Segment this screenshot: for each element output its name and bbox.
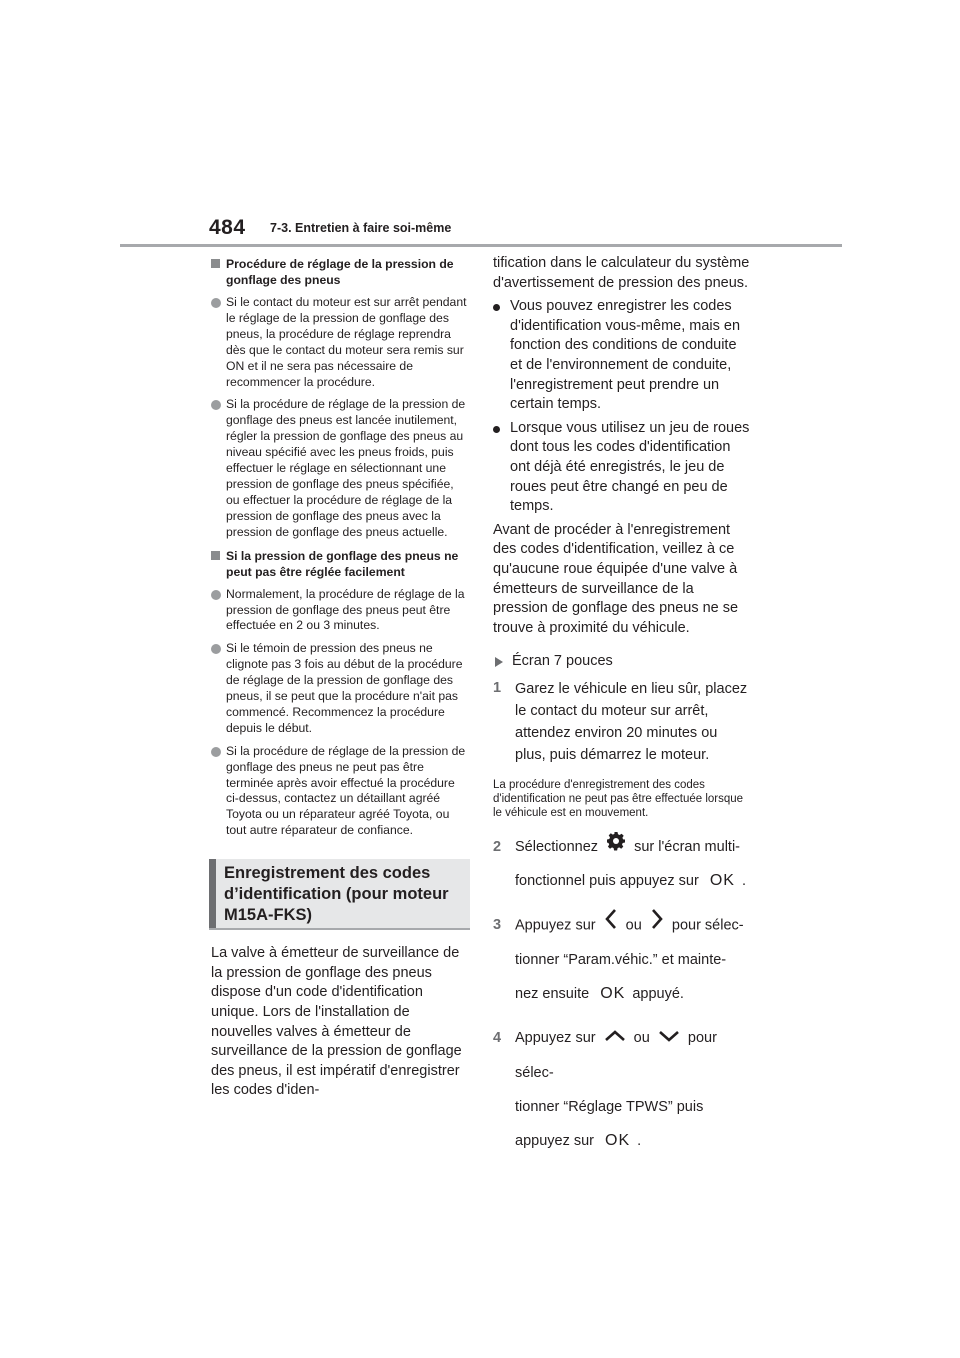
square-bullet-icon	[211, 259, 220, 268]
list-item	[211, 744, 469, 839]
chevron-down-icon	[658, 1022, 680, 1056]
list-item-text: Normalement, la procédure de réglage de la pression de gonflage des pneus peut être effectuée en 2 ou 3 minutes.	[226, 586, 465, 633]
step-text: Garez le véhicule en lieu sûr, placez le contact du moteur sur arrêt, attendez environ 20 minutes ou plus, puis démarrez le moteur.	[515, 680, 748, 763]
list-item	[211, 397, 469, 540]
left-column	[211, 256, 469, 1101]
note-text: La procédure d'enregistrement des codes d'identification ne peut pas être effectuée lorsque le véhicule est en mouvement.	[493, 778, 744, 819]
step-text: appuyez sur	[515, 1132, 594, 1149]
step-number: 4	[493, 1030, 502, 1047]
chevron-left-icon	[604, 908, 618, 943]
list-item	[211, 587, 469, 635]
step-number: 3	[493, 917, 502, 934]
step-text: sur l'écran multi-	[634, 838, 740, 855]
header-divider	[120, 244, 842, 247]
circle-bullet-icon	[211, 590, 221, 600]
step-number: 1	[493, 679, 502, 696]
step-text: pour sélec-	[515, 1030, 717, 1081]
circle-bullet-icon	[211, 298, 221, 308]
screen-label-text: Écran 7 pouces	[512, 653, 613, 670]
step-text: Appuyez sur	[515, 1030, 596, 1047]
section-heading-box	[209, 859, 470, 930]
circle-bullet-icon	[211, 400, 221, 410]
subheading	[211, 548, 469, 580]
triangle-arrow-icon	[495, 657, 503, 667]
step-4	[493, 1021, 751, 1157]
step-text: tionner “Réglage TPWS” puis	[515, 1098, 704, 1115]
step-text: nez ensuite	[515, 986, 590, 1003]
list-item-text: Si la procédure de réglage de la pression de gonflage des pneus est lancée inutilement, régler la pression de gonflage des pneus au niveau spécifié avec les pneus froids, puis effectuer le réglage en sélectionnant une pression de gonflage des pneus spécifiée, ou effectuer la procédure de réglage de la pression de gonflage des pneus avec la pression de gonflage des pneus actuelle.	[226, 397, 466, 539]
square-bullet-icon	[211, 551, 220, 560]
chevron-right-icon	[650, 908, 664, 943]
body-paragraph: La valve à émetteur de surveillance de la pression de gonflage des pneus dispose d'un code d'identification unique. Lors de l'installation de nouvelles valves à émetteur de surveillance de la pression de gonflage des pneus, il est impératif d'enregistrer les codes d'iden-	[211, 945, 462, 1099]
bullet-icon	[493, 304, 500, 311]
subheading-text: Si la pression de gonflage des pneus ne peut pas être réglée facilement	[226, 548, 459, 579]
step-text: pour sélec-	[671, 917, 744, 934]
list-item-text: Si la procédure de réglage de la pression de gonflage des pneus ne peut pas être terminée après avoir effectué la procédure ci-dessus, contactez un détaillant agréé Toyota ou un réparateur agréé Toyota, ou tout autre réparateur de confiance.	[226, 743, 466, 838]
list-item-text: Vous pouvez enregistrer les codes d'identification vous-même, mais en fonction des conditions de conduite et de l'environnement de conduite, l'enregistrement peut prendre un certain temps.	[510, 298, 741, 413]
step-1	[493, 678, 751, 766]
list-item-text: Si le contact du moteur est sur arrêt pendant le réglage de la pression de gonflage des pneus, la procédure de réglage reprendra dès que le contact du moteur sera remis sur ON et il ne sera pas nécessaire de recommencer la procédure.	[226, 295, 467, 389]
list-item	[493, 419, 751, 517]
step-text: ou	[625, 917, 642, 934]
section-heading: Enregistrement des codes d’identification (pour moteur M15A-FKS)	[224, 864, 449, 925]
circle-bullet-icon	[211, 644, 221, 654]
bullet-icon	[493, 426, 500, 433]
list-item-text: Lorsque vous utilisez un jeu de roues dont tous les codes d'identification ont déjà été enregistrés, le jeu de roues peut être changé en peu de temps.	[510, 419, 750, 515]
section-title: 7-3. Entretien à faire soi-même	[270, 221, 452, 235]
page-number: 484	[209, 216, 246, 239]
step-text: .	[741, 873, 746, 890]
step-number: 2	[493, 838, 502, 855]
right-column	[493, 254, 751, 1158]
ok-button-icon: OK	[605, 1131, 631, 1149]
ok-button-icon: OK	[709, 872, 735, 890]
step-text: appuyé.	[632, 986, 684, 1003]
step-text: .	[637, 1132, 642, 1149]
list-item-text: Si le témoin de pression des pneus ne clignote pas 3 fois au début de la procédure de réglage de la pression de gonflage des pneus, il se peut que la procédure n'ait pas commencé. Recommencez la procédure depuis le début.	[226, 641, 463, 735]
step-text: Sélectionnez	[515, 838, 599, 855]
gear-icon	[606, 830, 626, 864]
body-paragraph: Avant de procéder à l'enregistrement des codes d'identification, veillez à ce qu'aucune roue équipée d'une valve à émetteurs de surveillance de la pression de gonflage des pneus ne se trouve à proximité du véhicule.	[493, 521, 739, 636]
list-item	[211, 295, 469, 390]
screen-label	[493, 652, 751, 672]
list-item	[211, 641, 469, 736]
step-text: ou	[633, 1030, 650, 1047]
list-item	[493, 297, 751, 415]
ok-button-icon: OK	[600, 985, 626, 1003]
step-text: fonctionnel puis appuyez sur	[515, 873, 699, 890]
heading-accent-bar	[209, 859, 216, 928]
chevron-up-icon	[604, 1022, 626, 1056]
body-paragraph: tification dans le calculateur du système d'avertissement de pression des pneus.	[493, 255, 750, 291]
step-text: Appuyez sur	[515, 917, 596, 934]
subheading-text: Procédure de réglage de la pression de gonflage des pneus	[226, 257, 454, 287]
circle-bullet-icon	[211, 747, 221, 757]
step-2	[493, 830, 751, 898]
step-3	[493, 908, 751, 1011]
step-text: tionner “Param.véhic.” et mainte-	[515, 952, 727, 969]
subheading	[211, 256, 469, 288]
